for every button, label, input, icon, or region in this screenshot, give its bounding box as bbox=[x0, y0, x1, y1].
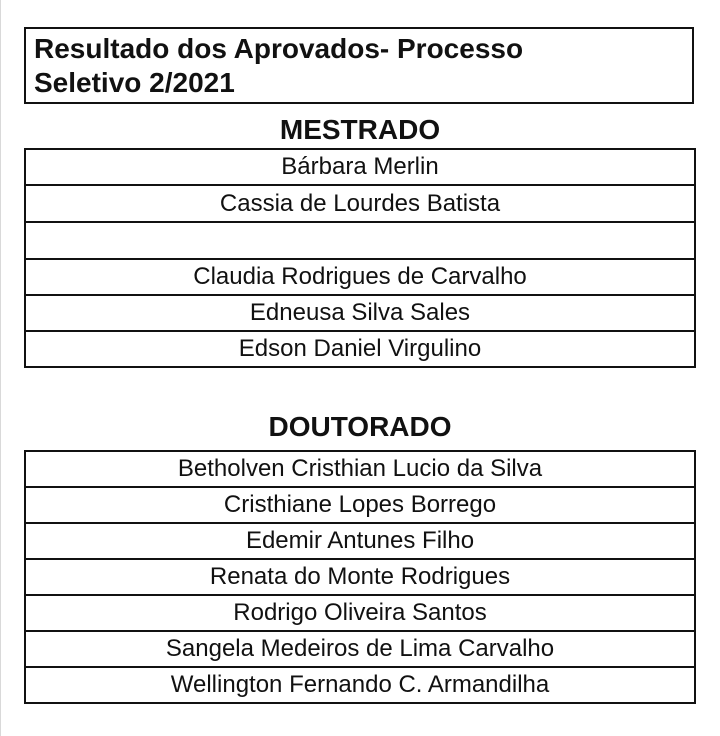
doutorado-heading: DOUTORADO bbox=[268, 411, 452, 442]
doutorado-table bbox=[24, 450, 696, 704]
mestrado-row: Cassia de Lourdes Batista bbox=[24, 186, 696, 223]
doutorado-row: Edemir Antunes Filho bbox=[24, 524, 696, 560]
doutorado-row: Betholven Cristhian Lucio da Silva bbox=[24, 452, 696, 488]
mestrado-heading: MESTRADO bbox=[279, 114, 441, 145]
doutorado-row: Cristhiane Lopes Borrego bbox=[24, 488, 696, 524]
mestrado-row: Bárbara Merlin bbox=[24, 150, 696, 186]
doutorado-row: Wellington Fernando C. Armandilha bbox=[24, 668, 696, 704]
mestrado-row: Edneusa Silva Sales bbox=[24, 296, 696, 332]
doutorado-row: Sangela Medeiros de Lima Carvalho bbox=[24, 632, 696, 668]
doutorado-row: Renata do Monte Rodrigues bbox=[24, 560, 696, 596]
mestrado-table bbox=[24, 148, 696, 368]
mestrado-row-empty bbox=[24, 223, 696, 260]
document-title-box bbox=[24, 27, 694, 104]
page-edge-divider bbox=[0, 0, 1, 736]
mestrado-row: Claudia Rodrigues de Carvalho bbox=[24, 260, 696, 296]
mestrado-row: Edson Daniel Virgulino bbox=[24, 332, 696, 368]
document-title-line-2: Seletivo 2/2021 bbox=[34, 67, 235, 98]
doutorado-row: Rodrigo Oliveira Santos bbox=[24, 596, 696, 632]
document-title-line-1: Resultado dos Aprovados- Processo bbox=[34, 33, 524, 64]
